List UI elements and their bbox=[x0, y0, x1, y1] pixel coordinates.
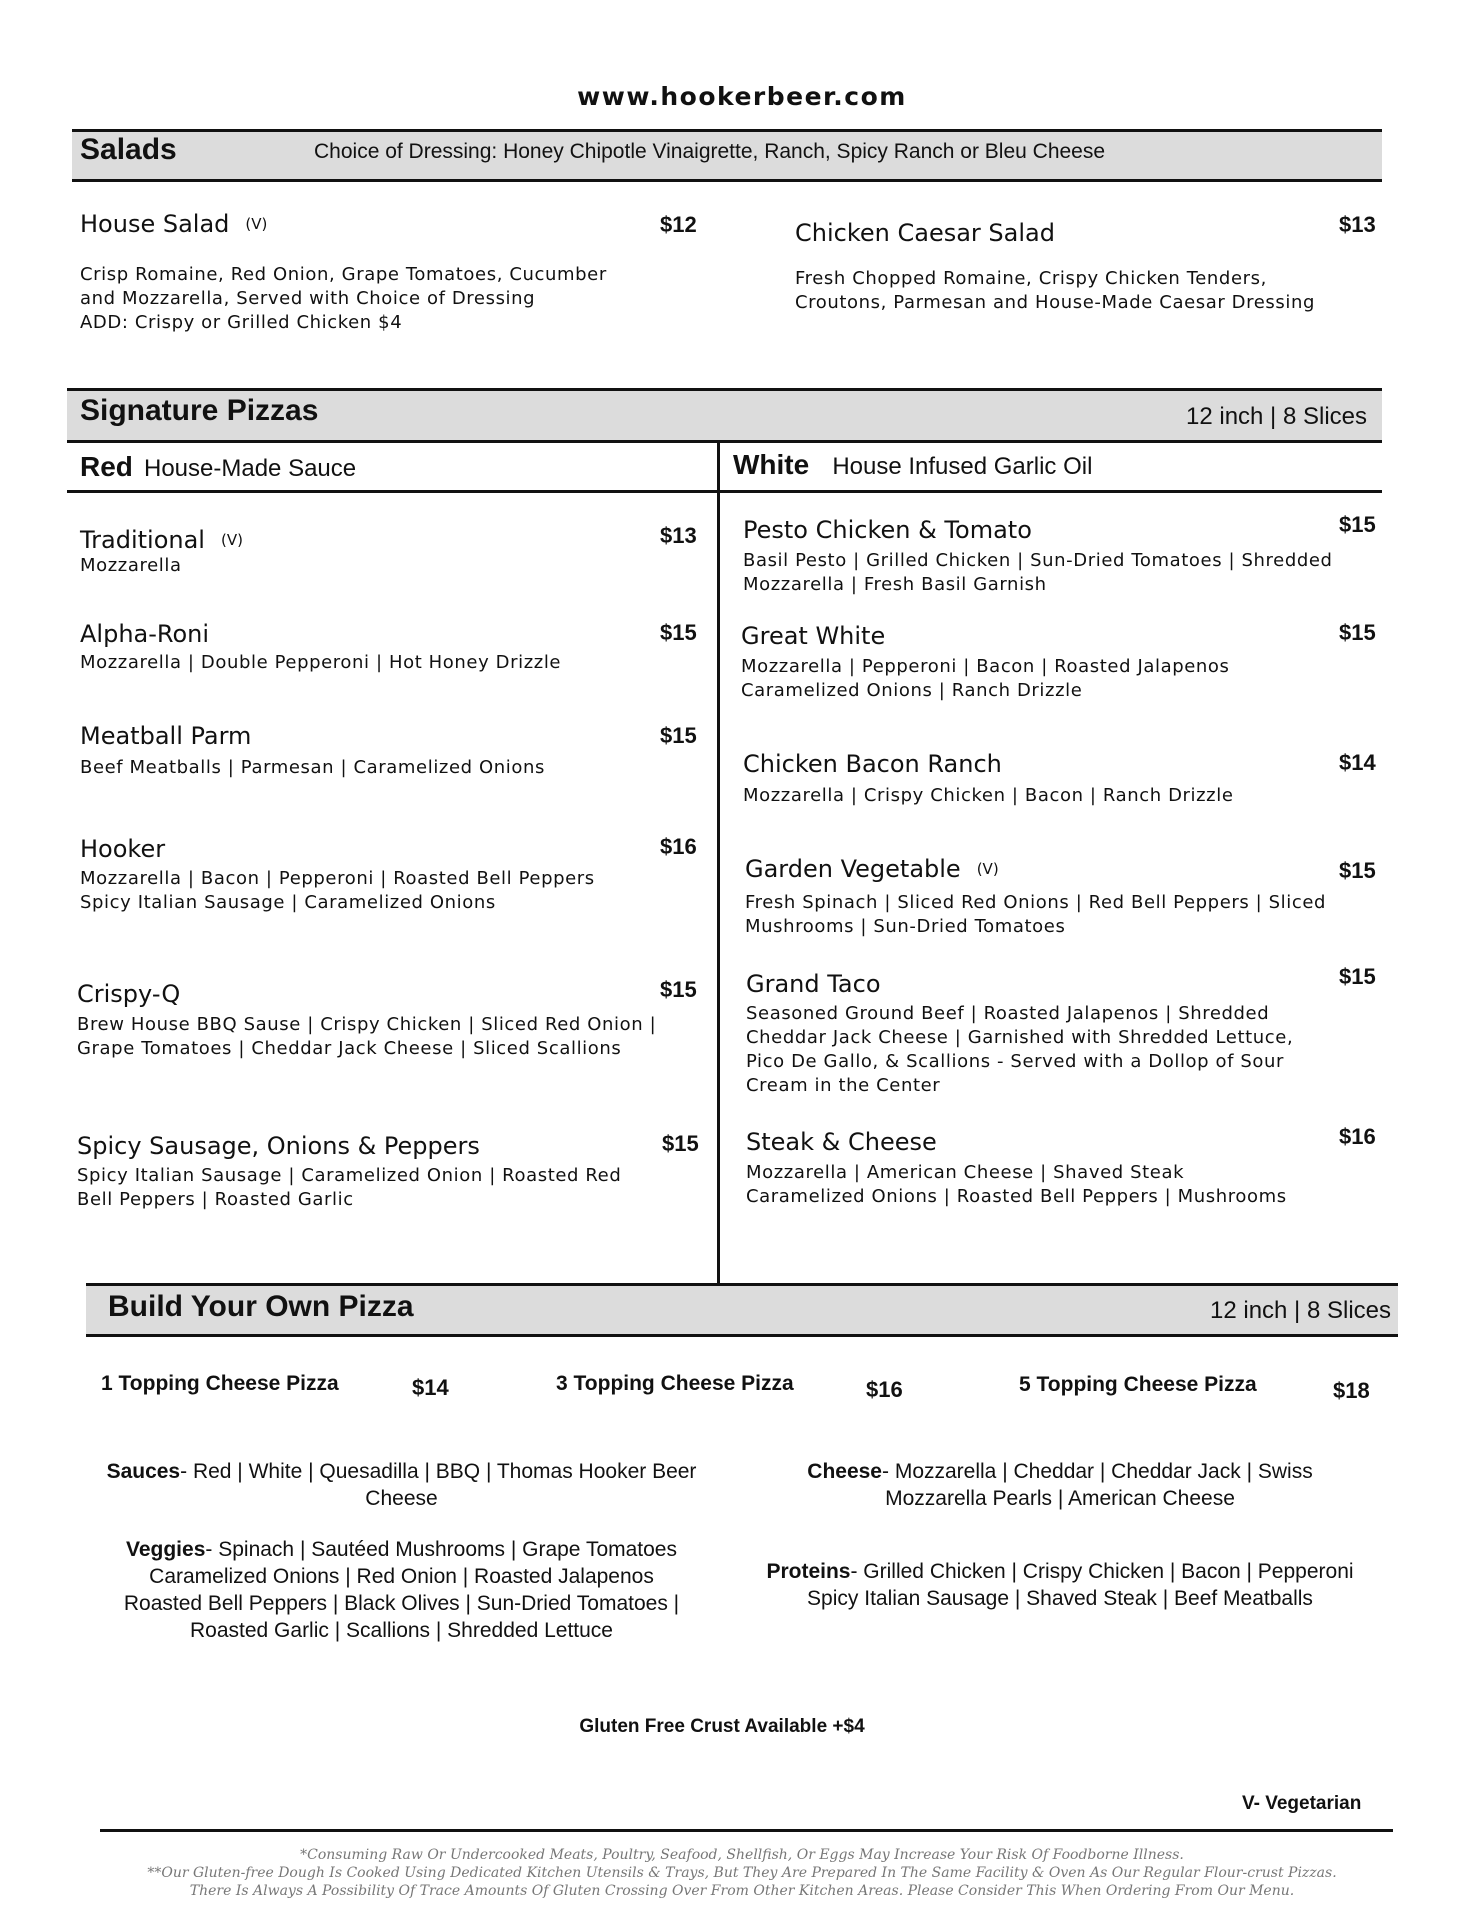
footer-divider bbox=[100, 1829, 1393, 1832]
footer-disclaimer: *Consuming Raw Or Undercooked Meats, Poultry, Seafood, Shellfish, Or Eggs May Increase Your Risk Of Foodborne Illness. **Our Gluten-free Dough Is Cooked Using Dedicated Kitchen Utensils & Trays, But They Are Prepared In The Same Facility & Oven As Our Regular Flour-crust Pizzas. There Is Always A Possibility Of Trace Amounts Of Gluten Crossing Over From Other Kitchen Areas. Please Consider This When Ordering From Our Menu. bbox=[147, 1847, 1337, 1899]
menu-item-description: Mozzarella | Pepperoni | Bacon | Roasted Jalapenos Caramelized Onions | Ranch Drizzle bbox=[741, 656, 1230, 701]
cheese-options: Cheese- Mozzarella | Cheddar | Cheddar Jack | Swiss Mozzarella Pearls | American Cheese bbox=[807, 1460, 1313, 1510]
proteins-options: Proteins- Grilled Chicken | Crispy Chicken | Bacon | Pepperoni Spicy Italian Sausage | Shaved Steak | Beef Meatballs bbox=[766, 1560, 1354, 1610]
menu-item-price: $15 bbox=[660, 620, 697, 645]
menu-item-name: Meatball Parm bbox=[80, 722, 252, 750]
menu-item-name: Garden Vegetable (V) bbox=[745, 855, 999, 883]
byo-option-name: 3 Topping Cheese Pizza bbox=[556, 1372, 794, 1395]
menu-item-name: Hooker bbox=[80, 835, 166, 863]
salads-title: Salads bbox=[80, 133, 177, 166]
menu-item-description: Mozzarella | Bacon | Pepperoni | Roasted Bell Peppers Spicy Italian Sausage | Caramelized Onions bbox=[80, 868, 595, 913]
menu-item-description: Fresh Spinach | Sliced Red Onions | Red Bell Peppers | Sliced Mushrooms | Sun-Dried Tomatoes bbox=[745, 892, 1327, 937]
website-url[interactable]: www.hookerbeer.com bbox=[577, 82, 907, 111]
menu-item-description: Mozzarella | Double Pepperoni | Hot Honey Drizzle bbox=[80, 652, 562, 673]
salads-dressing-note: Choice of Dressing: Honey Chipotle Vinaigrette, Ranch, Spicy Ranch or Bleu Cheese bbox=[314, 140, 1106, 163]
menu-item-price: $16 bbox=[660, 834, 697, 859]
menu-item-name: Alpha-Roni bbox=[80, 620, 210, 648]
veggies-options: Veggies- Spinach | Sautéed Mushrooms | Grape Tomatoes Caramelized Onions | Red Onion | Roasted Jalapenos Roasted Bell Peppers | Black Olives | Sun-Dried Tomatoes | Roasted Garlic | Scallions | Shredded Lettuce bbox=[123, 1538, 680, 1642]
menu-item-price: $15 bbox=[1339, 512, 1376, 537]
menu-item-price: $15 bbox=[1339, 620, 1376, 645]
byo-option-price: $18 bbox=[1333, 1378, 1370, 1403]
red-sauce-heading: Red House-Made Sauce bbox=[80, 451, 357, 482]
vegetarian-legend: V- Vegetarian bbox=[1242, 1793, 1362, 1814]
column-divider bbox=[717, 443, 720, 1283]
white-sauce-heading: White House Infused Garlic Oil bbox=[733, 449, 1093, 480]
menu-item-name: Crispy-Q bbox=[77, 980, 181, 1008]
menu-item-price: $15 bbox=[662, 1131, 699, 1156]
menu-item-name: Traditional (V) bbox=[80, 526, 243, 554]
byo-title: Build Your Own Pizza bbox=[108, 1290, 414, 1323]
byo-option-price: $16 bbox=[866, 1377, 903, 1402]
menu-item-description: Mozzarella bbox=[80, 555, 182, 576]
menu-item-description: Basil Pesto | Grilled Chicken | Sun-Dried Tomatoes | Shredded Mozzarella | Fresh Basil Garnish bbox=[743, 550, 1333, 595]
byo-option-name: 1 Topping Cheese Pizza bbox=[101, 1372, 339, 1395]
byo-option-price: $14 bbox=[412, 1375, 449, 1400]
menu-item-name: House Salad (V) bbox=[80, 210, 268, 238]
menu-item-name: Steak & Cheese bbox=[746, 1128, 937, 1156]
menu-item-description: Mozzarella | American Cheese | Shaved Steak Caramelized Onions | Roasted Bell Peppers | Mushrooms bbox=[746, 1162, 1287, 1207]
menu-item-price: $14 bbox=[1339, 750, 1376, 775]
menu-item-description: Spicy Italian Sausage | Caramelized Onion | Roasted Red Bell Peppers | Roasted Garlic bbox=[77, 1165, 622, 1210]
menu-item-name: Pesto Chicken & Tomato bbox=[743, 516, 1032, 544]
menu-item-name: Grand Taco bbox=[746, 970, 881, 998]
vegetarian-tag: (V) bbox=[245, 215, 268, 233]
menu-item-description: Crisp Romaine, Red Onion, Grape Tomatoes, Cucumber and Mozzarella, Served with Choice of Dressing ADD: Crispy or Grilled Chicken $4 bbox=[80, 264, 607, 333]
gluten-free-note: Gluten Free Crust Available +$4 bbox=[579, 1716, 865, 1737]
menu-item-price: $15 bbox=[660, 723, 697, 748]
menu-item-description: Mozzarella | Crispy Chicken | Bacon | Ranch Drizzle bbox=[743, 785, 1234, 806]
byo-option-name: 5 Topping Cheese Pizza bbox=[1019, 1373, 1257, 1396]
menu-item-description: Seasoned Ground Beef | Roasted Jalapenos | Shredded Cheddar Jack Cheese | Garnished with Shredded Lettuce, Pico De Gallo, & Scallions - Served with a Dollop of Sour Cream in the Center bbox=[746, 1003, 1294, 1096]
menu-item-description: Brew House BBQ Sause | Crispy Chicken | Sliced Red Onion | Grape Tomatoes | Cheddar Jack Cheese | Sliced Scallions bbox=[77, 1014, 657, 1059]
menu-item-price: $15 bbox=[1339, 964, 1376, 989]
menu-item-name: Chicken Caesar Salad bbox=[795, 219, 1055, 247]
menu-item-name: Spicy Sausage, Onions & Peppers bbox=[77, 1132, 480, 1160]
menu-item-price: $15 bbox=[660, 977, 697, 1002]
menu-item-price: $13 bbox=[1339, 212, 1376, 237]
menu-item-name: Chicken Bacon Ranch bbox=[743, 750, 1002, 778]
vegetarian-tag: (V) bbox=[976, 860, 999, 878]
signature-pizzas-title: Signature Pizzas bbox=[80, 394, 319, 427]
menu-item-price: $13 bbox=[660, 523, 697, 548]
menu-item-price: $15 bbox=[1339, 858, 1376, 883]
menu-item-description: Beef Meatballs | Parmesan | Caramelized Onions bbox=[80, 757, 545, 778]
vegetarian-tag: (V) bbox=[220, 531, 243, 549]
signature-size: 12 inch | 8 Slices bbox=[1186, 403, 1367, 430]
sauces-options: Sauces- Red | White | Quesadilla | BBQ | Thomas Hooker Beer Cheese bbox=[106, 1460, 697, 1510]
divider bbox=[67, 490, 1382, 493]
byo-size: 12 inch | 8 Slices bbox=[1210, 1297, 1391, 1324]
menu-item-description: Fresh Chopped Romaine, Crispy Chicken Tenders, Croutons, Parmesan and House-Made Caesar Dressing bbox=[795, 268, 1316, 313]
menu-item-price: $16 bbox=[1339, 1124, 1376, 1149]
menu-item-price: $12 bbox=[660, 212, 697, 237]
menu-item-name: Great White bbox=[741, 622, 886, 650]
